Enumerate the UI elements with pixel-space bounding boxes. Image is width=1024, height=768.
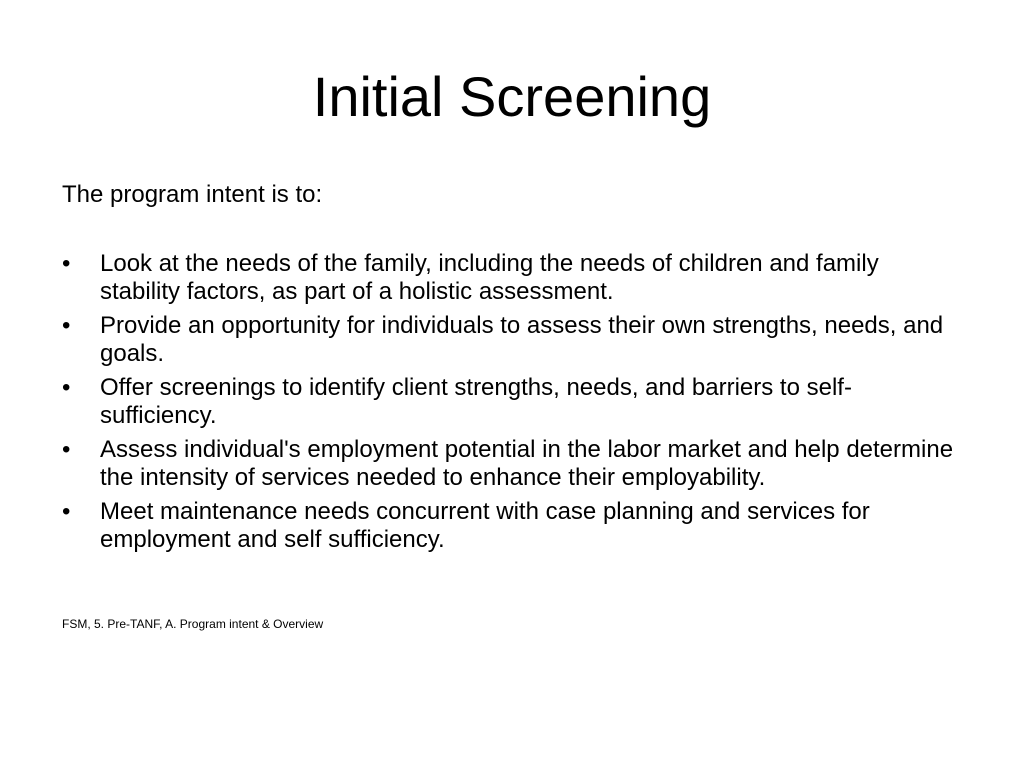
bullet-icon: •	[62, 498, 71, 525]
bullet-item	[62, 374, 962, 430]
bullet-text: Look at the needs of the family, including the needs of children and family stability factors, as part of a holistic assessment.	[100, 250, 879, 305]
bullet-item	[62, 498, 962, 554]
bullet-icon: •	[62, 374, 71, 401]
slide-title: Initial Screening	[312, 65, 712, 128]
bullet-icon: •	[62, 312, 71, 339]
bullet-item	[62, 312, 962, 368]
bullet-text: Provide an opportunity for individuals to assess their own strengths, needs, and goals.	[100, 312, 944, 367]
bullet-item	[62, 250, 962, 306]
bullet-icon: •	[62, 250, 71, 277]
bullet-text: Assess individual's employment potential in the labor market and help determine the intensity of services needed to enhance their employability.	[100, 436, 954, 491]
bullet-item	[62, 436, 962, 492]
source-citation: FSM, 5. Pre-TANF, A. Program intent & Overview	[62, 617, 324, 631]
bullet-text: Meet maintenance needs concurrent with case planning and services for employment and self sufficiency.	[100, 498, 870, 553]
bullet-icon: •	[62, 436, 71, 463]
bullet-list	[62, 250, 962, 560]
bullet-text: Offer screenings to identify client strengths, needs, and barriers to self-sufficiency.	[100, 374, 852, 429]
intro-text: The program intent is to:	[62, 181, 323, 208]
